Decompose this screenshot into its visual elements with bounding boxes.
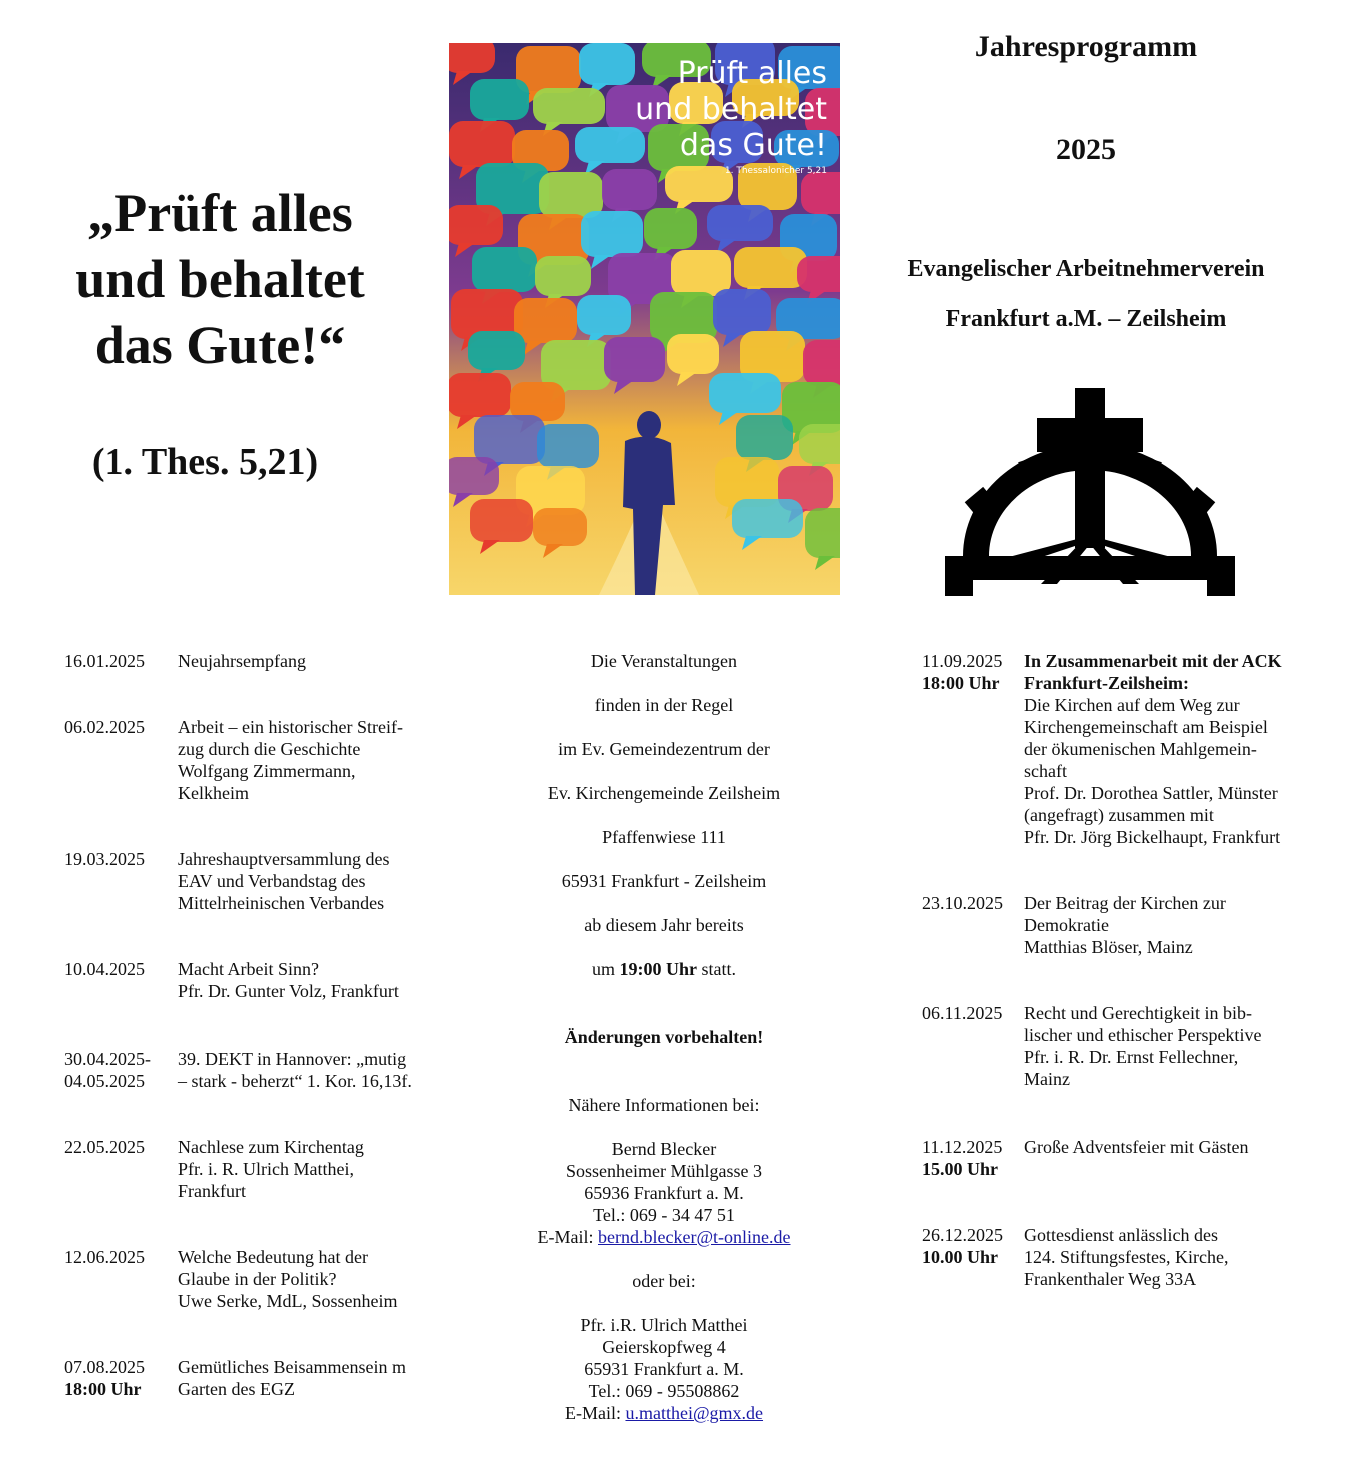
event-description: Pfr. i. R. Ulrich Matthei, [178, 1159, 354, 1179]
event-title: In Zusammenarbeit mit der ACK [1024, 651, 1282, 671]
event-description: Neujahrsempfang [178, 651, 306, 671]
hero-quote [40, 180, 400, 378]
contact-line: Tel.: 069 - 34 47 51 [593, 1205, 735, 1225]
event-date-extra: 15.00 Uhr [922, 1159, 998, 1179]
contact-email: E-Mail: u.matthei@gmx.de [564, 1403, 764, 1423]
contact-line: Pfr. i.R. Ulrich Matthei [580, 1315, 748, 1335]
contact-line: Geierskopfweg 4 [602, 1337, 726, 1357]
event-description: Matthias Blöser, Mainz [1024, 937, 1193, 957]
venue-time-value: 19:00 Uhr [619, 959, 697, 979]
event-description: Gottesdienst anlässlich des [1024, 1225, 1218, 1245]
organization-place: Frankfurt a.M. – Zeilsheim [945, 306, 1227, 332]
event-description: (angefragt) zusammen mit [1024, 805, 1214, 825]
poster-title-line: und behaltet [635, 92, 827, 127]
event-date: 30.04.2025- [64, 1049, 151, 1069]
venue-time: um 19:00 Uhr statt. [591, 959, 736, 979]
venue-line: finden in der Regel [594, 695, 734, 715]
hero-quote-line: „Prüft alles [87, 183, 353, 243]
event-description: der ökumenischen Mahlgemein- [1024, 739, 1257, 759]
changes-notice: Änderungen vorbehalten! [564, 1027, 764, 1047]
event-description: Mainz [1024, 1069, 1070, 1089]
event-description: Pfr. i. R. Dr. Ernst Fellechner, [1024, 1047, 1239, 1067]
event-date: 10.04.2025 [64, 959, 145, 979]
event-date: 11.12.2025 [922, 1137, 1003, 1157]
venue-line: ab diesem Jahr bereits [584, 915, 744, 935]
event-description: Welche Bedeutung hat der [178, 1247, 368, 1267]
event-description: Die Kirchen auf dem Weg zur [1024, 695, 1240, 715]
event-date-extra: 04.05.2025 [64, 1071, 145, 1091]
contact-email: E-Mail: bernd.blecker@t-online.de [537, 1227, 791, 1247]
venue-line: Pfaffenwiese 111 [602, 827, 726, 847]
event-description: Prof. Dr. Dorothea Sattler, Münster [1024, 783, 1278, 803]
organization-name: Evangelischer Arbeitnehmerverein [907, 256, 1265, 282]
event-date: 06.11.2025 [922, 1003, 1003, 1023]
event-date: 06.02.2025 [64, 717, 145, 737]
poster-title-line: das Gute! [679, 128, 827, 163]
event-description: Kirchengemeinschaft am Beispiel [1024, 717, 1268, 737]
poster-title-line: Prüft alles [677, 56, 827, 91]
event-date-extra: 10.00 Uhr [922, 1247, 998, 1267]
contact-line: 65936 Frankfurt a. M. [584, 1183, 744, 1203]
cross-gear-icon [945, 388, 1235, 596]
event-description: Der Beitrag der Kirchen zur [1024, 893, 1226, 913]
event-description: Uwe Serke, MdL, Sossenheim [178, 1291, 398, 1311]
event-date: 26.12.2025 [922, 1225, 1003, 1245]
contact-line: 65931 Frankfurt a. M. [584, 1359, 744, 1379]
event-date-extra: 18:00 Uhr [64, 1379, 142, 1399]
info-intro: Nähere Informationen bei: [568, 1095, 760, 1115]
event-date: 22.05.2025 [64, 1137, 145, 1157]
event-description: Glaube in der Politik? [178, 1269, 337, 1289]
event-description: schaft [1024, 761, 1067, 781]
program-title: Jahresprogramm [974, 30, 1198, 63]
event-description: 39. DEKT in Hannover: „mutig [178, 1049, 407, 1069]
event-description: – stark - beherzt“ 1. Kor. 16,13f. [178, 1071, 412, 1091]
venue-line: Die Veranstaltungen [590, 651, 738, 671]
event-date: 11.09.2025 [922, 651, 1003, 671]
or-label: oder bei: [632, 1271, 696, 1291]
event-description: lischer und ethischer Perspektive [1024, 1025, 1262, 1045]
contact-line: Tel.: 069 - 95508862 [588, 1381, 740, 1401]
email-link[interactable]: bernd.blecker@t-online.de [598, 1227, 791, 1247]
event-description: Mittelrheinischen Verbandes [178, 893, 385, 913]
venue-line: 65931 Frankfurt - Zeilsheim [561, 871, 767, 891]
event-description: Recht und Gerechtigkeit in bib- [1024, 1003, 1252, 1023]
hero-quote-line: das Gute!“ [94, 315, 346, 375]
event-title: Frankfurt-Zeilsheim: [1024, 673, 1189, 693]
event-description: Große Adventsfeier mit Gästen [1024, 1137, 1249, 1157]
venue-line: Ev. Kirchengemeinde Zeilsheim [547, 783, 781, 803]
event-description: Kelkheim [178, 783, 249, 803]
event-description: Frankenthaler Weg 33A [1024, 1269, 1197, 1289]
event-date: 19.03.2025 [64, 849, 145, 869]
event-date: 07.08.2025 [64, 1357, 145, 1377]
email-link[interactable]: u.matthei@gmx.de [625, 1403, 764, 1423]
event-description: Nachlese zum Kirchentag [178, 1137, 364, 1157]
event-description: Demokratie [1024, 915, 1109, 935]
event-description: Macht Arbeit Sinn? [178, 959, 319, 979]
event-description: Arbeit – ein historischer Streif- [178, 717, 403, 737]
venue-line: im Ev. Gemeindezentrum der [558, 739, 770, 759]
event-date: 16.01.2025 [64, 651, 145, 671]
hero-quote-line: und behaltet [75, 249, 365, 309]
hero-verse: (1. Thes. 5,21) [91, 441, 319, 483]
event-description: Garten des EGZ [178, 1379, 295, 1399]
poster-image [449, 43, 840, 595]
program-year: 2025 [1056, 133, 1116, 166]
event-description: EAV und Verbandstag des [178, 871, 366, 891]
contact-line: Sossenheimer Mühlgasse 3 [566, 1161, 762, 1181]
event-description: Frankfurt [178, 1181, 246, 1201]
event-description: Pfr. Dr. Gunter Volz, Frankfurt [178, 981, 399, 1001]
contact-line: Bernd Blecker [611, 1139, 717, 1159]
event-description: zug durch die Geschichte [178, 739, 361, 759]
poster-verse: 1. Thessalonicher 5,21 [724, 166, 827, 176]
event-description: 124. Stiftungsfestes, Kirche, [1024, 1247, 1229, 1267]
event-description: Jahreshauptversammlung des [178, 849, 390, 869]
event-date: 23.10.2025 [922, 893, 1003, 913]
event-description: Wolfgang Zimmermann, [178, 761, 356, 781]
event-date-extra: 18:00 Uhr [922, 673, 1000, 693]
event-date: 12.06.2025 [64, 1247, 145, 1267]
event-description: Pfr. Dr. Jörg Bickelhaupt, Frankfurt [1024, 827, 1281, 847]
event-description: Gemütliches Beisammensein m [178, 1357, 406, 1377]
